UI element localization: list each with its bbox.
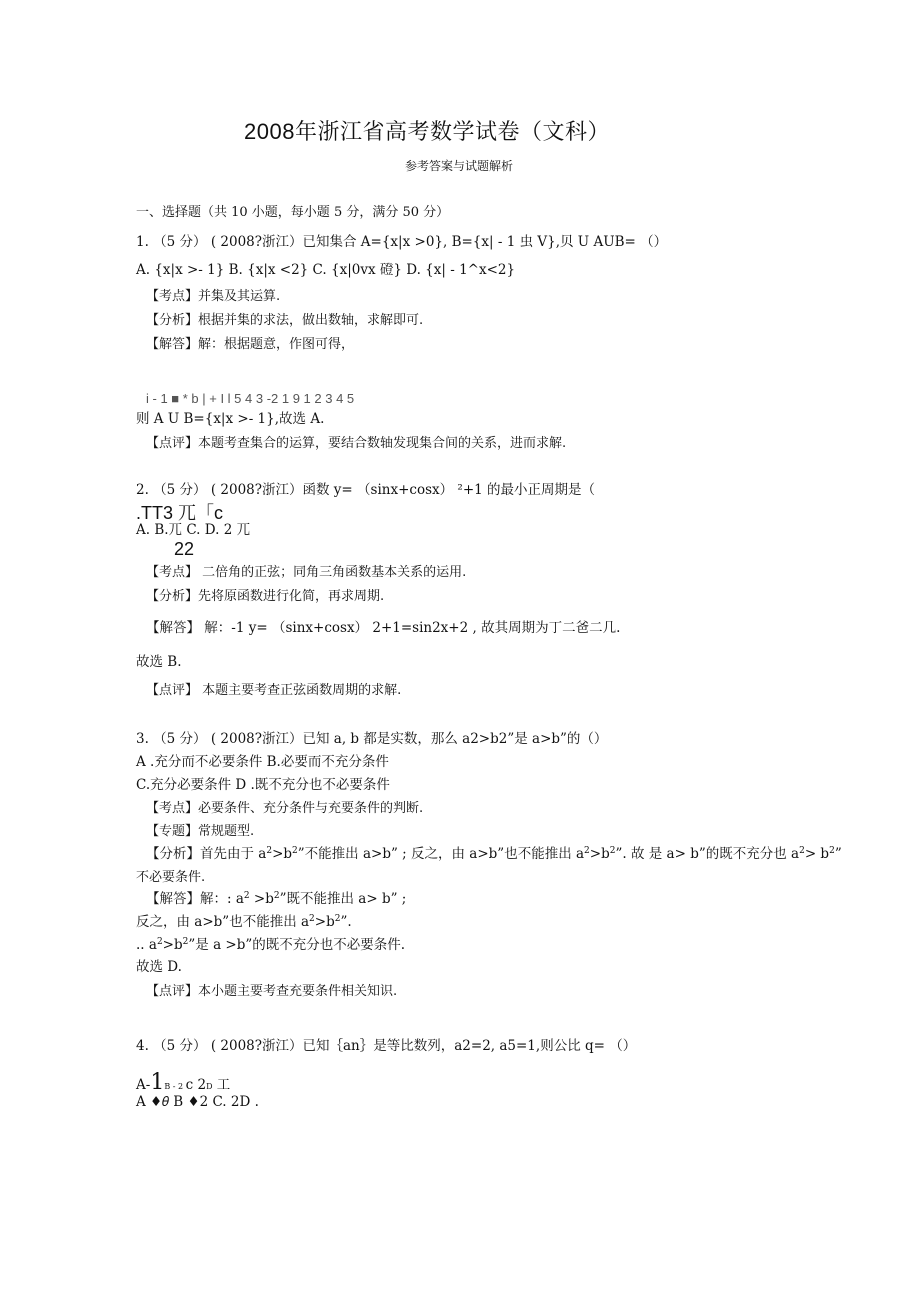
q3-jieda-line3 [136,938,405,953]
q3-line3-part: ”是 a >b”的既不充分也不必要条件. [188,937,406,953]
superscript: 2 [609,846,616,856]
q3-fenxi [146,847,842,862]
q3-line3-part: >b [162,937,183,953]
q3-jieda-part: ”既不能推出 a> b” ; [279,891,407,907]
superscript: 2 [156,937,163,947]
superscript: 2 [273,891,280,901]
superscript: 2 [334,914,341,924]
q1-fenxi: 【分析】根据并集的求法，做出数轴，求解即可. [146,313,424,328]
page-subtitle: 参考答案与试题解析 [405,159,514,173]
q1-result: 则 A U B={x|x >- 1},故选 A. [136,411,325,427]
q2-jieda: 【解答】 解：-1 y= （sinx+cosx） 2+1=sin2x+2 , 故其周期为丁二爸二几. [146,620,621,636]
q3-line2-part: >b [314,914,335,930]
q2-fraction-bottom: 22 [174,539,195,559]
q3-options-ab: A .充分而不必要条件 B.必要而不充分条件 [136,754,389,770]
superscript: 2 [799,846,805,856]
q2-kaodian: 【考点】 二倍角的正弦；同角三角函数基本关系的运用. [146,565,467,580]
q4-options-line2: A ♦𝜃 B ♦2 C. 2D . [136,1094,259,1110]
q2-stem: 2. （5 分） ( 2008?浙江）函数 y= （sinx+cosx） ²+1 的最小正周期是（ [136,482,596,498]
q1-dianping: 【点评】本题考查集合的运算，要结合数轴发现集合间的关系，进而求解. [146,436,567,451]
q3-jieda-part: 【解答】解：: a [146,891,244,907]
q3-fenxi-continued: 不必要条件. [136,870,206,885]
superscript: 2 [266,846,273,856]
q3-line2-part: ”. [340,914,352,930]
q3-fenxi-part: ”不能推出 a>b” ; 反之，由 a>b”也不能推出 a [297,846,585,862]
q1-stem: 1. （5 分） ( 2008?浙江）已知集合 A={x|x >0}, B={x| - 1 虫 V},贝 U AUB= （） [136,234,668,250]
q3-fenxi-part: > b [804,846,830,862]
q3-line2-part: 反之，由 a>b”也不能推出 a [136,914,310,930]
q1-jieda: 【解答】解：根据题意，作图可得， [146,337,355,352]
q4-stem: 4. （5 分） ( 2008?浙江）已知｛an｝是等比数列，a2=2, a5=1,则公比 q= （） [136,1038,637,1054]
q3-fenxi-part: 【分析】首先由于 a [146,846,267,862]
q3-fenxi-part: >b [589,846,610,862]
q4-opt-part: D [206,1082,213,1091]
q2-fenxi: 【分析】先将原函数进行化简，再求周期. [146,589,385,604]
q2-result: 故选 B. [136,654,182,670]
q3-jieda [146,892,406,907]
q4-opt-part: A- [136,1077,151,1093]
q3-line3-part: .. a [136,937,157,953]
q3-stem: 3. （5 分） ( 2008?浙江）已知 a, b 都是实数，那么 a2>b2”是 a>b”的（） [136,731,608,747]
superscript: 2 [829,846,835,856]
q4-options-line1 [136,1072,230,1094]
q4-big-one: 1 [150,1070,165,1095]
q2-options: A. B.兀 C. D. 2 兀 [136,522,251,538]
q3-result: 故选 D. [136,959,182,975]
q1-options: A. {x|x >- 1} B. {x|x <2} C. {x|0vx 磴} D. {x| - 1^x<2} [136,262,516,278]
q3-kaodian: 【考点】必要条件、充分条件与充要条件的判断. [146,801,424,816]
q3-zhuanti: 【专题】常规题型. [146,824,255,839]
page-title: 2008年浙江省高考数学试卷（文科） [244,119,610,144]
superscript: 2 [182,937,189,947]
q3-jieda-line2 [136,915,352,930]
q3-options-cd: C.充分必要条件 D .既不充分也不必要条件 [136,777,390,793]
q2-fraction-top: .TT3 兀「c [136,503,224,523]
section-heading: 一、选择题（共 10 小题，每小题 5 分，满分 50 分） [136,205,450,220]
q3-fenxi-part: >b [272,846,293,862]
q1-number-line: i - 1 ■ * b | + I l 5 4 3 -2 1 9 1 2 3 4 5 [146,391,355,406]
superscript: 2 [309,914,315,924]
superscript: 2 [292,846,298,856]
q4-opt-part: B - 2 [164,1082,186,1091]
q4-opt-part: 工 [212,1077,231,1093]
superscript: 2 [584,846,590,856]
q1-kaodian: 【考点】并集及其运算. [146,289,281,304]
superscript: 2 [243,891,250,901]
q3-jieda-part: >b [249,891,274,907]
q2-dianping: 【点评】 本题主要考查正弦函数周期的求解. [146,683,402,698]
q4-opt-part: c 2 [185,1077,207,1093]
q3-fenxi-part: ” [834,846,842,862]
q3-fenxi-part: ”. 故 是 a> b”的既不充分也 a [615,846,800,862]
q3-dianping: 【点评】本小题主要考查充要条件相关知识. [146,984,398,999]
